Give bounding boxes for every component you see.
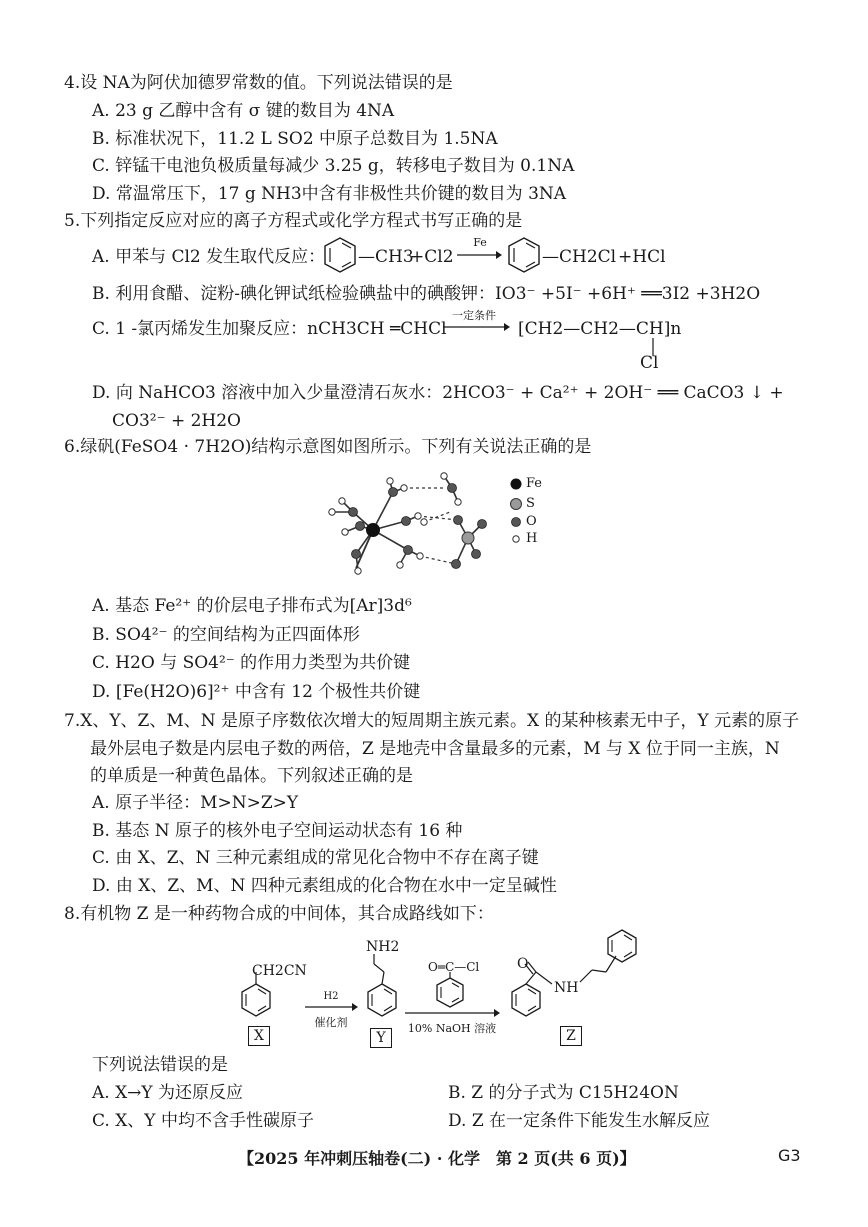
q4-option-d: D. 常温常压下，17 g NH3中含有非极性共价键的数目为 3NA	[92, 184, 567, 204]
q5-option-a-prefix: A. 甲苯与 Cl2 发生取代反应：	[92, 247, 326, 267]
q5-a-ch2cl: —CH2Cl	[542, 247, 617, 267]
q7-option-a: A. 原子半径：M>N>Z>Y	[92, 793, 299, 813]
q6-option-a: A. 基态 Fe²⁺ 的价层电子排布式为[Ar]3d⁶	[92, 596, 412, 616]
q7-option-c: C. 由 X、Z、N 三种元素组成的常见化合物中不存在离子键	[92, 848, 539, 868]
step1-reagent: H2	[323, 991, 339, 1002]
q7-stem-line3: 的单质是一种黄色晶体。下列叙述正确的是	[90, 766, 413, 786]
q5-option-d-line1: D. 向 NaHCO3 溶液中加入少量澄清石灰水：2HCO3⁻ + Ca²⁺ + 2OH⁻ ══ CaCO3 ↓ +	[92, 383, 784, 403]
q7-stem-line2: 最外层电子数是内层电子数的两倍，Z 是地壳中含量最多的元素，M 与 X 位于同一主族，N	[90, 739, 780, 759]
q5-option-b: B. 利用食醋、淀粉-碘化钾试纸检验碘盐中的碘酸钾：IO3⁻ +5I⁻ +6H⁺ ══3I2 +3H2O	[92, 284, 761, 304]
compound-x-structure	[236, 972, 276, 1022]
q7-stem-line1: 7.X、Y、Z、M、N 是原子序数依次增大的短周期主族元素。X 的某种核素无中子，Y 元素的原子	[64, 711, 800, 731]
x-substituent: CH2CN	[252, 963, 307, 979]
q8-option-d: D. Z 在一定条件下能发生水解反应	[448, 1111, 711, 1131]
q8-stem: 8.有机物 Z 是一种药物合成的中间体，其合成路线如下：	[64, 904, 494, 924]
legend-h: H	[526, 531, 538, 546]
label-y: Y	[370, 1028, 392, 1048]
q6-option-b: B. SO4²⁻ 的空间结构为正四面体形	[92, 625, 360, 645]
z-oxygen: O	[517, 956, 529, 972]
benzoyl-chloride-ring	[430, 972, 470, 1012]
label-z: Z	[560, 1026, 582, 1046]
reaction-arrow-icon	[304, 1002, 358, 1012]
q4-stem: 4.设 NA为阿伏加德罗常数的值。下列说法错误的是	[64, 73, 453, 93]
q4-option-a: A. 23 g 乙醇中含有 σ 键的数目为 4NA	[92, 101, 395, 121]
q8-sub-stem: 下列说法错误的是	[92, 1055, 228, 1075]
reaction-arrow-icon	[404, 1008, 500, 1018]
label-x: X	[248, 1026, 270, 1046]
footer-code: G3	[778, 1146, 801, 1165]
toluene-structure	[322, 236, 358, 274]
q5-c-condition: 一定条件	[452, 309, 496, 322]
q5-a-catalyst: Fe	[473, 236, 487, 249]
step2-condition: 10% NaOH 溶液	[407, 1022, 497, 1035]
q6-option-d: D. [Fe(H2O)6]²⁺ 中含有 12 个极性共价键	[92, 682, 421, 702]
q4-option-b: B. 标准状况下，11.2 L SO2 中原子总数目为 1.5NA	[92, 129, 498, 149]
q5-option-c-prefix: C. 1 -氯丙烯发生加聚反应：nCH3CH ═CHCl	[92, 319, 447, 339]
q8-option-c: C. X、Y 中均不含手性碳原子	[92, 1111, 314, 1131]
green-vitriol-structure-diagram	[318, 464, 548, 586]
q7-option-b: B. 基态 N 原子的核外电子空间运动状态有 16 种	[92, 821, 463, 841]
step2-reagent-acyl: O═C—Cl	[428, 960, 480, 974]
benzyl-chloride-structure	[506, 236, 542, 274]
y-substituent: NH2	[366, 939, 400, 955]
q5-a-cl2: +Cl2	[410, 247, 454, 267]
legend-s: S	[526, 496, 535, 511]
q5-stem: 5.下列指定反应对应的离子方程式或化学方程式书写正确的是	[64, 211, 523, 231]
compound-y-structure	[362, 954, 402, 1024]
q6-stem: 6.绿矾(FeSO4 · 7H2O)结构示意图如图所示。下列有关说法正确的是	[64, 437, 592, 457]
q5-a-ch3: —CH3	[358, 247, 414, 267]
q5-a-hcl: +HCl	[618, 247, 666, 267]
q5-c-cl: Cl	[640, 353, 659, 373]
q7-option-d: D. 由 X、Z、M、N 四种元素组成的化合物在水中一定呈碱性	[92, 876, 557, 896]
z-amide-nh: NH	[554, 980, 579, 996]
q5-option-d-line2: CO3²⁻ + 2H2O	[112, 411, 241, 431]
q6-option-c: C. H2O 与 SO4²⁻ 的作用力类型为共价键	[92, 653, 411, 673]
footer-title: 【2025 年冲刺压轴卷(二) · 化学 第 2 页(共 6 页)】	[238, 1149, 636, 1168]
q5-c-polymer: [CH2—CH2—CH]n	[518, 319, 682, 339]
q8-option-a: A. X→Y 为还原反应	[92, 1083, 244, 1103]
legend-o: O	[526, 514, 537, 529]
reaction-arrow-icon	[456, 250, 502, 260]
q4-option-c: C. 锌锰干电池负极质量每减少 3.25 g，转移电子数目为 0.1NA	[92, 156, 575, 176]
q8-option-b: B. Z 的分子式为 C15H24ON	[448, 1083, 679, 1103]
legend-fe: Fe	[526, 476, 543, 491]
reaction-arrow-icon	[442, 322, 510, 332]
step1-catalyst: 催化剂	[314, 1016, 348, 1029]
